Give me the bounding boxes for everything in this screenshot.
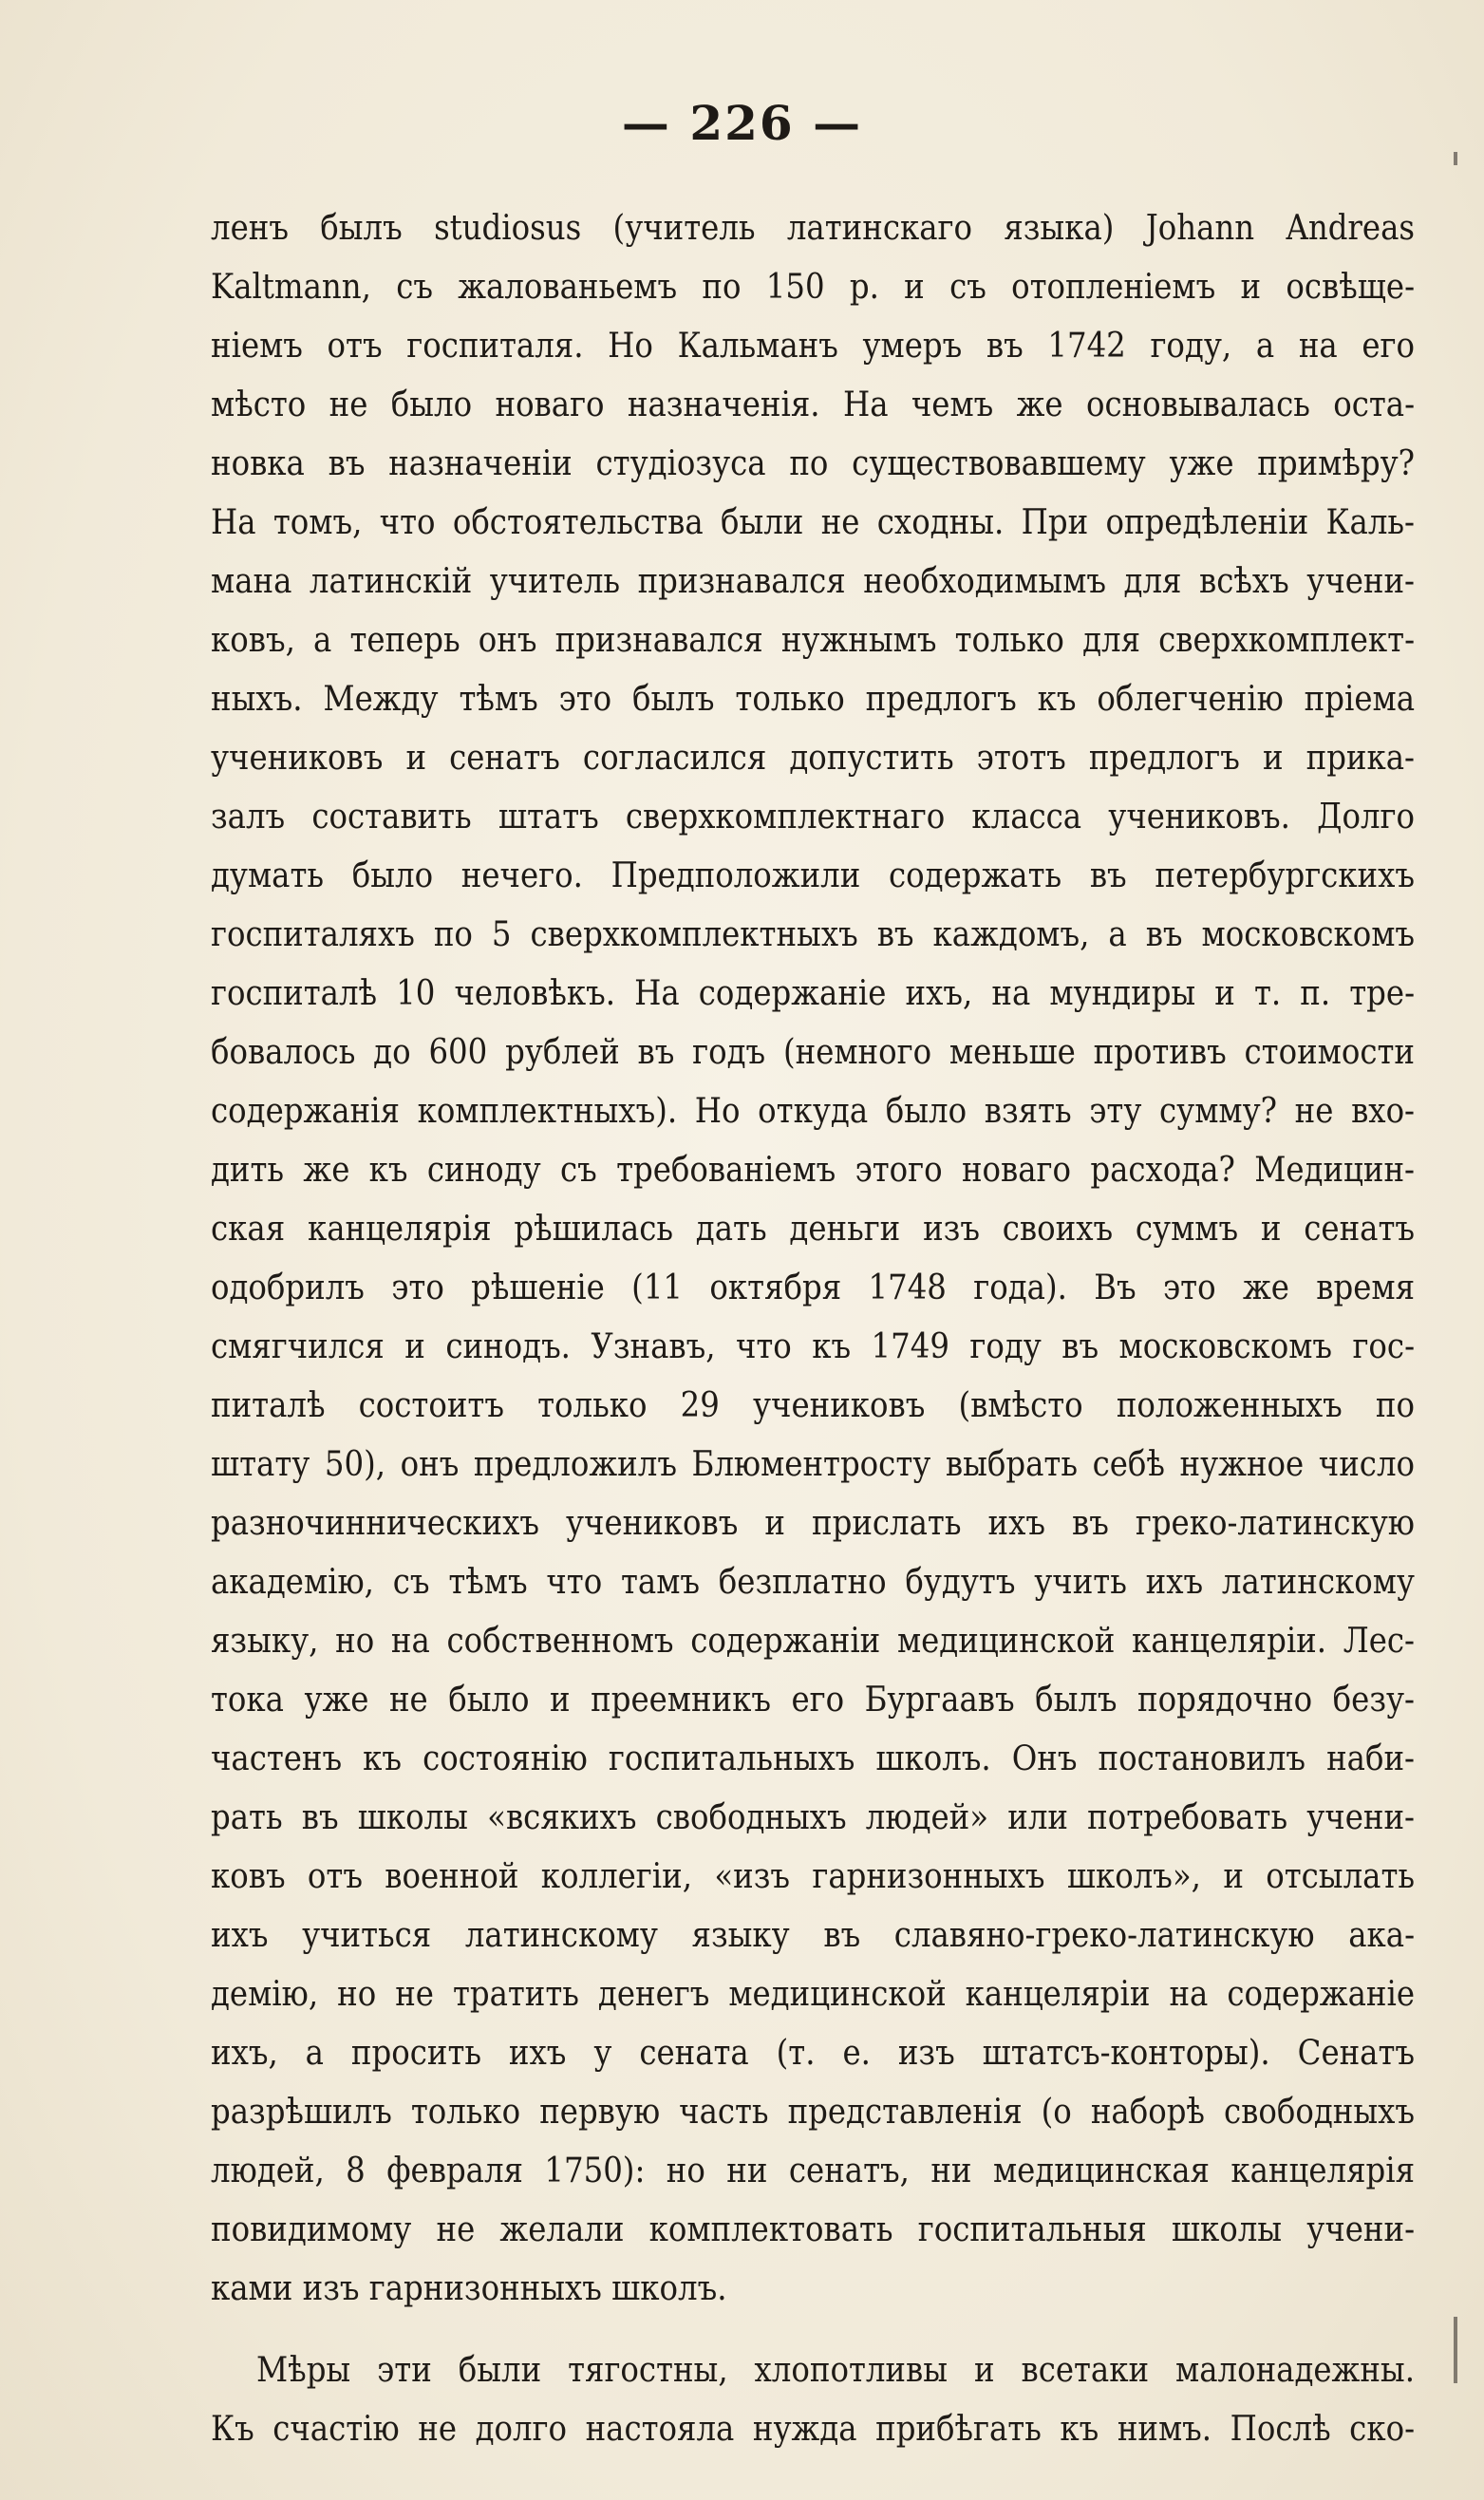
text-line: ская канцелярія рѣшилась дать деньги изъ своихъ суммъ и сенатъ xyxy=(211,1210,1415,1249)
text-line: ихъ, а просить ихъ у сената (т. е. изъ штатсъ-конторы). Сенатъ xyxy=(211,2034,1415,2073)
text-line: ковъ, а теперь онъ признавался нужнымъ только для сверхкомплект- xyxy=(211,621,1415,660)
text-line: штату 50), онъ предложилъ Блюментросту выбрать себѣ нужное число xyxy=(211,1445,1415,1484)
text-line: ныхъ. Между тѣмъ это былъ только предлогъ къ облегченію пріема xyxy=(211,680,1415,719)
text-line: Мѣры эти были тягостны, хлопотливы и всетаки малонадежны. xyxy=(256,2351,1415,2390)
text-line: ками изъ гарнизонныхъ школъ. xyxy=(211,2269,727,2308)
text-line: разрѣшилъ только первую часть представленія (о наборѣ свободныхъ xyxy=(211,2093,1415,2132)
text-line: залъ составить штатъ сверхкомплектнаго класса учениковъ. Долго xyxy=(211,798,1415,836)
text-line: госпиталяхъ по 5 сверхкомплектныхъ въ каждомъ, а въ московскомъ xyxy=(211,915,1415,954)
text-line: смягчился и синодъ. Узнавъ, что къ 1749 году въ московскомъ гос- xyxy=(211,1327,1415,1366)
text-line: содержанія комплектныхъ). Но откуда было взять эту сумму? не вхо- xyxy=(211,1092,1415,1131)
text-line: тока уже не было и преемникъ его Бургаавъ былъ порядочно безу- xyxy=(211,1681,1415,1720)
text-line: новка въ назначеніи студіозуса по существовавшему уже примѣру? xyxy=(211,444,1415,483)
text-line: дить же къ синоду съ требованіемъ этого новаго расхода? Медицин- xyxy=(211,1151,1415,1190)
text-line: госпиталѣ 10 человѣкъ. На содержаніе ихъ, на мундиры и т. п. тре- xyxy=(211,974,1415,1013)
text-line: частенъ къ состоянію госпитальныхъ школъ. Онъ постановилъ наби- xyxy=(211,1739,1415,1778)
text-line: мана латинскій учитель признавался необходимымъ для всѣхъ учени- xyxy=(211,562,1415,601)
text-line: мѣсто не было новаго назначенія. На чемъ же основывалась оста- xyxy=(211,385,1415,424)
text-line: ковъ отъ военной коллегіи, «изъ гарнизонныхъ школъ», и отсылать xyxy=(211,1857,1415,1896)
body-text xyxy=(211,199,1415,2459)
scan-edge-mark xyxy=(1454,2317,1457,2383)
text-line: повидимому не желали комплектовать госпитальныя школы учени- xyxy=(211,2210,1415,2249)
text-line: бовалось до 600 рублей въ годъ (немного меньше противъ стоимости xyxy=(211,1033,1415,1072)
paragraph-gap xyxy=(211,2319,1415,2341)
text-line: людей, 8 февраля 1750): но ни сенатъ, ни медицинская канцелярія xyxy=(211,2152,1415,2190)
text-line: ихъ учиться латинскому языку въ славяно-греко-латинскую ака- xyxy=(211,1916,1415,1955)
text-line: разночинническихъ учениковъ и прислать ихъ въ греко-латинскую xyxy=(211,1504,1415,1543)
text-line: языку, но на собственномъ содержаніи медицинской канцеляріи. Лес- xyxy=(211,1622,1415,1661)
text-line: Къ счастію не долго настояла нужда прибѣгать къ нимъ. Послѣ ско- xyxy=(211,2410,1415,2449)
text-line: думать было нечего. Предположили содержать въ петербургскихъ xyxy=(211,856,1415,895)
text-line: рать въ школы «всякихъ свободныхъ людей» или потребовать учени- xyxy=(211,1798,1415,1837)
text-line: академію, съ тѣмъ что тамъ безплатно будутъ учить ихъ латинскому xyxy=(211,1563,1415,1602)
text-line: демію, но не тратить денегъ медицинской канцеляріи на содержаніе xyxy=(211,1975,1415,2014)
text-line: ніемъ отъ госпиталя. Но Кальманъ умеръ въ 1742 году, а на его xyxy=(211,327,1415,366)
paragraph xyxy=(211,199,1415,2319)
paragraph xyxy=(211,2341,1415,2459)
text-line: Kaltmann, съ жалованьемъ по 150 р. и съ отопленіемъ и освѣще- xyxy=(211,268,1415,307)
text-line: ленъ былъ studiosus (учитель латинскаго языка) Johann Andreas xyxy=(211,209,1415,248)
page-number: — 226 — xyxy=(621,95,863,151)
text-line: одобрилъ это рѣшеніе (11 октября 1748 года). Въ это же время xyxy=(211,1269,1415,1307)
text-line: На томъ, что обстоятельства были не сходны. При опредѣленіи Каль- xyxy=(211,503,1415,542)
text-line: учениковъ и сенатъ согласился допустить этотъ предлогъ и прика- xyxy=(211,739,1415,778)
text-line: питалѣ состоитъ только 29 учениковъ (вмѣсто положенныхъ по xyxy=(211,1386,1415,1425)
scan-edge-mark xyxy=(1454,152,1457,165)
